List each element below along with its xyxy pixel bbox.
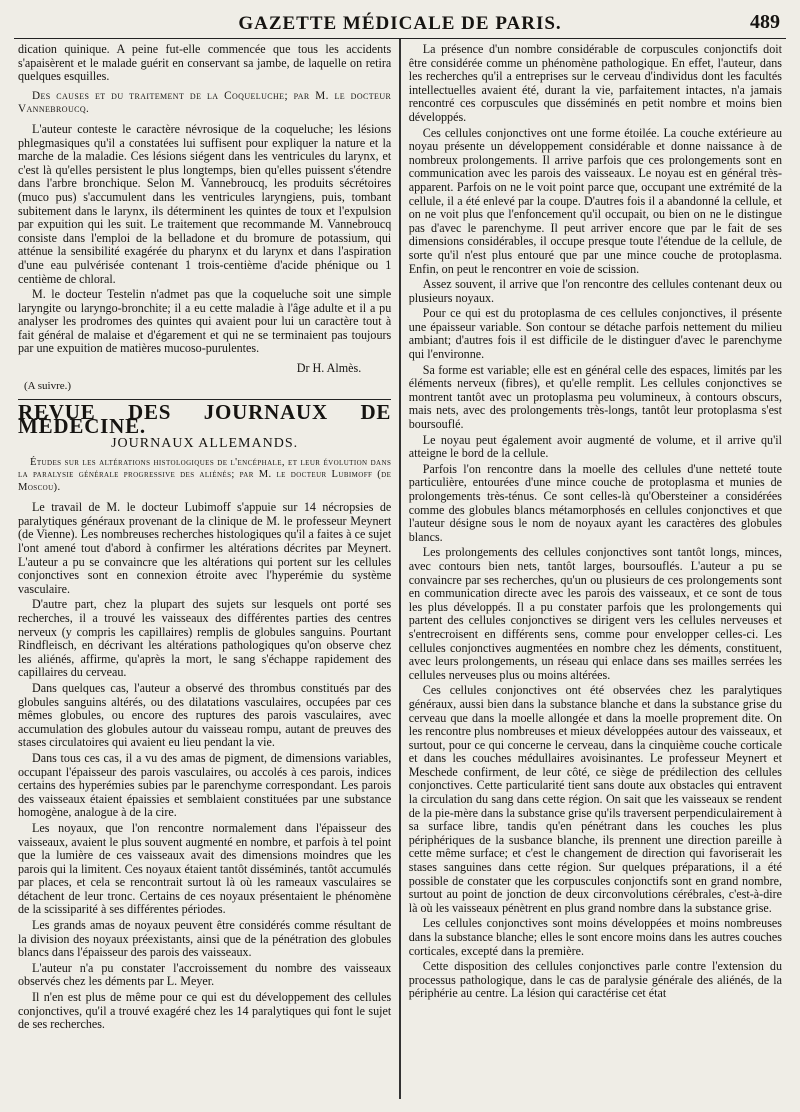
page-number: 489 bbox=[750, 11, 780, 33]
author-signature: Dr H. Almès. bbox=[296, 361, 362, 376]
paragraph: Les noyaux, que l'on rencontre normalement dans l'épaisseur des vaisseaux, avaient le plus souvent augmenté en nombre, et parfois à tel point que la lumière de ces vaisseaux avait des dimensions moindres que les parois qui la limitent. Ces noyaux étaient tantôt disséminés, tantôt accumulés par places, et cela se rencontrait surtout là où les rameaux vasculaires se détachent de leur tronc. Certains de ces noyaux présentaient le phénomène de la scissiparité à ses différentes périodes. bbox=[18, 820, 392, 917]
paragraph: Les grands amas de noyaux peuvent être considérés comme résultant de la division des noyaux préexistants, ainsi que de la pénétration des globules blancs dans l'épaisseur des parois des vaisseaux. bbox=[18, 918, 392, 960]
paragraph: Cette disposition des cellules conjonctives parle contre l'extension du processus pathologique, dans le cas de paralysie générale des aliénés, de la périphérie au centre. La lésion qui caractérise cet état bbox=[408, 959, 782, 1001]
review-title: REVUE DES JOURNAUX DE MÉDECINE. bbox=[18, 400, 392, 438]
paragraph: Sa forme est variable; elle est en général celle des espaces, limités par les éléments nerveux (fibres), et qu'elle remplit. Les cellules conjonctives se montrent tantôt avec un protoplasma peu volumineux, à contours obscurs, mais nets, avec des prolongements très-longs, tantôt leur protoplasma s'est boursouflé. bbox=[408, 362, 782, 432]
paragraph: Pour ce qui est du protoplasma de ces cellules conjonctives, il présente une épaisseur variable. Son contour se détache parfois nettement du milieu ambiant; d'autres fois il est difficile de le distinguer d'avec le parenchyme qui l'environne. bbox=[408, 306, 782, 362]
paragraph: L'auteur n'a pu constater l'accroissement du nombre des vaisseaux observés chez les déments par L. Meyer. bbox=[18, 960, 392, 989]
paragraph: Le travail de M. le docteur Lubimoff s'appuie sur 14 nécropsies de paralytiques généraux provenant de la clinique de M. le professeur Meynert (de Vienne). Les nombreuses recherches histologiques qu'il a faites à ce sujet l'ont amené tout d'abord à confirmer les altérations décrites par Meynert. L'auteur a pu se convaincre que les altérations qui portent sur les cellules conjonctives sont en connexion étroite avec l'hyperémie du système vasculaire. bbox=[18, 500, 392, 596]
paragraph: Les cellules conjonctives sont moins développées et moins nombreuses dans la substance blanche; elles le sont encore moins dans les autres couches corticales, excepté dans la première. bbox=[408, 916, 782, 958]
review-subtitle: JOURNAUX ALLEMANDS. bbox=[111, 436, 299, 452]
text-columns bbox=[14, 39, 786, 1099]
left-column bbox=[14, 39, 399, 1099]
paragraph: dication quinique. A peine fut-elle commencée que tous les accidents s'apaisèrent et le malade guérit en conservant sa jambe, de laquelle on retira quelques esquilles. bbox=[18, 42, 392, 84]
article-title: Études sur les altérations histologiques de l'encéphale, et leur évolution dans la paralysie générale progressive des aliénés; par M. le docteur Lubimoff (de Moscou). bbox=[18, 457, 392, 493]
paragraph: D'autre part, chez la plupart des sujets sur lesquels ont porté ses recherches, il a trouvé les vaisseaux des différentes parties des centres nerveux (y compris les capillaires) remplis de globules sanguins. Pourtant Rindfleisch, en décrivant les altérations pathologiques qu'on observe chez les aliénés, affirme, qu'après la mort, le sang s'échappe rapidement des capillaires du cerveau. bbox=[18, 597, 392, 680]
journal-title: GAZETTE MÉDICALE DE PARIS. bbox=[238, 13, 562, 34]
section-title-coqueluche: Des causes et du traitement de la Coqueluche; par M. le docteur Vannebroucq. bbox=[18, 89, 392, 116]
paragraph: Dans tous ces cas, il a vu des amas de pigment, de dimensions variables, occupant l'épaisseur des parois vasculaires, ou accolés à ces parois, indices certains des hyperémies subies par le parenchyme correspondant. Les parois des vaisseaux étaient épaissies et semblaient constituées par une substance homogène, analogue à de la cire. bbox=[18, 750, 392, 820]
to-be-continued-note: (A suivre.) bbox=[24, 379, 72, 392]
paragraph: Ces cellules conjonctives ont été observées chez les paralytiques généraux, aussi bien dans la substance blanche et dans la substance grise du cerveau que dans la moelle allongée et dans la moelle proprement dite. On les rencontre plus nombreuses et mieux développées autour des vaisseaux, et surtout, pour ce qui concerne le cerveau, dans la cinquième couche corticale et dans les couches médullaires avoisinantes. Le professeur Meynert et Meschede confirment, de leur côté, ce siège de prédilection des cellules conjonctives. Cette particularité tient sans doute aux obstacles qui entravent la circulation du sang dans cette région. On sait que les vaisseaux se rendent de la pie-mère dans la substance grise qu'ils traversent perpendiculairement à sa surface libre, tandis qu'en pénétrant dans les couches les plus périphériques de la susbance blanche, ils prennent une direction pareille à cette même surface; et c'est le changement de direction qui favoriserait les stases sanguines dans cette région. Sur quelques préparations, il a été possible de constater que les corpuscules conjonctifs sont en grand nombre, surtout au point de jonction de deux circonvolutions cérébrales, c'est-à-dire là où les vaisseaux pénètrent en plus grand nombre dans la substance grise. bbox=[408, 683, 782, 915]
paragraph: Il n'en est plus de même pour ce qui est du développement des cellules conjonctives, qu'il a trouvé exagéré chez les 14 paralytiques qui font le sujet de ses recherches. bbox=[18, 990, 392, 1032]
paragraph: La présence d'un nombre considérable de corpuscules conjonctifs doit être considérée comme un phénomène pathologique. En effet, l'auteur, dans les recherches qu'il a entreprises sur le cerveau d'individus dont les facultés intellectuelles avaient été, durant la vie, parfaitement intactes, n'a jamais rencontré ces corpuscules que disséminés en petit nombre et moins bien développés. bbox=[408, 42, 782, 124]
paragraph: Parfois l'on rencontre dans la moelle des cellules d'une netteté toute particulière, entourées d'une mince couche de protoplasma et munies de prolongements très-ténus. Ce sont celles-là qu'Obersteiner a considérées comme des globules blancs métamorphosés en cellules conjonctives et que l'auteur désigne sous le nom de noyaux ayant les caractères des globules blancs. bbox=[408, 461, 782, 544]
paragraph: Le noyau peut également avoir augmenté de volume, et il arrive qu'il atteigne le bord de la cellule. bbox=[408, 432, 782, 461]
paragraph: Dans quelques cas, l'auteur a observé des thrombus constitués par des globules sanguins altérés, ou des dilatations vasculaires, occupées par ces mêmes globules, ou encore des ruptures des parois vasculaires, avec accumulation des globules autour du vaisseau rompu, autant de preuves des stases circulatoires qui avaient eu lieu pendant la vie. bbox=[18, 680, 392, 750]
paragraph: M. le docteur Testelin n'admet pas que la coqueluche soit une simple laryngite ou laryngo-bronchite; il a eu cette maladie à l'âge adulte et il a pu analyser les prodromes des quintes qui avaient pour lui un caractère tout à fait général de malaise et d'égarement et qui ne se terminaient pas toujours par une expuition de matières mucoso-purulentes. bbox=[18, 287, 392, 356]
right-column bbox=[401, 39, 786, 1099]
page-header bbox=[14, 8, 786, 39]
paragraph: Les prolongements des cellules conjonctives sont tantôt longs, minces, avec contours bien nets, tantôt larges, boursouflés. L'auteur a pu se convaincre par ses recherches, qu'un ou plusieurs de ces prolongements sont en communication directe avec les parois des vaisseaux, et ce sont de tous les plus développés. Il a pu constater parfois que les prolongements qui partent des cellules conjonctives se dirigent vers les cellules nerveuses et s'entrecroisent en différents sens, comme pour envelopper celles-ci. Les cellules conjonctives augmentées en nombre chez les déments, constituent, avec leurs prolongements, un réseau qui enlace dans ses mailles serrées les cellules nerveuses plus ou moins altérées. bbox=[408, 545, 782, 682]
paragraph: Assez souvent, il arrive que l'on rencontre des cellules contenant deux ou plusieurs noyaux. bbox=[408, 277, 782, 305]
paragraph: L'auteur conteste le caractère névrosique de la coqueluche; les lésions phlegmasiques qu'il a constatées lui suffisent pour expliquer la nature et la marche de la maladie. Ces lésions siégent dans les ventricules du larynx, et c'est là qu'elles persistent le plus longtemps, bien qu'elles puissent s'étendre dans l'arbre bronchique. Selon M. Vannebroucq, les produits sécrétoires (muco pus) s'accumulent dans les ventricules laryngiens, puis, tombant subitement dans le larynx, ils déterminent les quintes de toux et l'expulsion par expuition qui les suit. Le traitement que recommande M. Vannebroucq consiste dans l'emploi de la belladone et du bromure de potassium, qui atténue la sensibilité exagérée du pharynx et du larynx et dans l'aspiration d'une eau pulvérisée contenant 1 trois-centième d'acide phénique ou 1 centième de chloral. bbox=[18, 121, 392, 286]
paragraph: Ces cellules conjonctives ont une forme étoilée. La couche extérieure au noyau présente un développement considérable et donne naissance à de nombreux prolongements. Il arrive parfois que ces prolongements sont en communication avec les parois des vaisseaux. Le noyau est en général très-apparent. Parfois on ne le voit point parce que, occupant une extrémité de la cellule, il a été enlevé par la coupe. D'autres fois il a abandonné la cellule, et on ne voit plus que l'enfoncement qu'il occupait, ou bien on ne le distingue pas d'avec le parenchyme. Il peut arriver encore que par le fait de ses dimensions considérables, il occupe presque toute l'étendue de la cellule, de sorte qu'il n'est plus entouré que par une mince couche de protoplasma. Enfin, on peut le rencontrer en voie de scission. bbox=[408, 125, 782, 276]
